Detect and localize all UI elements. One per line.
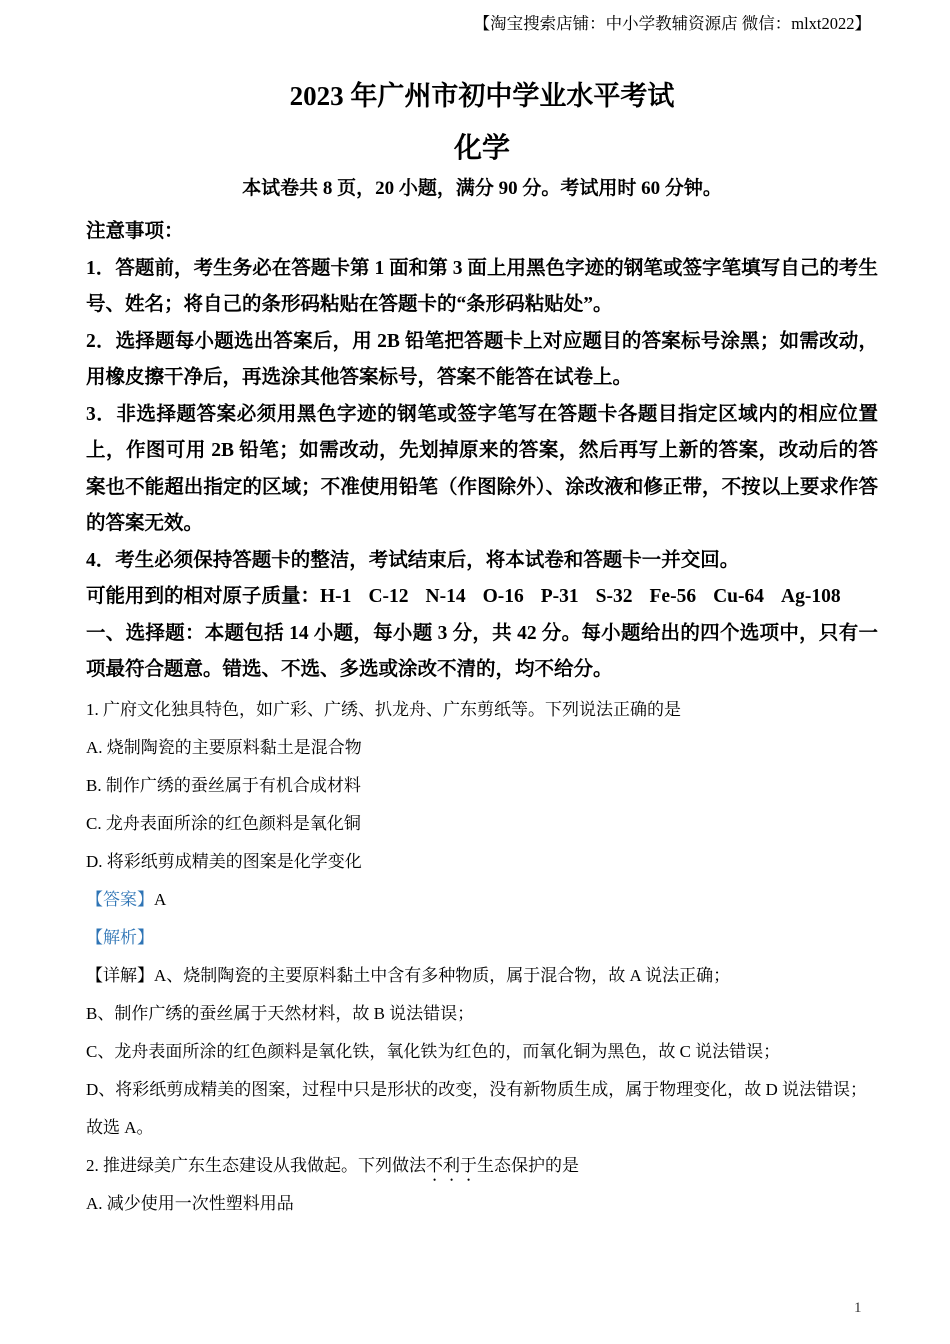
- analysis-label: 【解析】: [86, 927, 154, 947]
- atomic-mass-value: Ag-108: [781, 586, 841, 607]
- notices-heading: 注意事项：: [86, 221, 184, 242]
- emphasized-text: 不利于: [426, 1155, 477, 1175]
- question-2-stem-prefix: 2. 推进绿美广东生态建设从我做起。下列做法: [86, 1155, 426, 1175]
- notice-item-1: 1．答题前，考生务必在答题卡第 1 面和第 3 面上用黑色字迹的钢笔或签字笔填写自己的考生号、姓名；将自己的条形码粘贴在答题卡的“条形码粘贴处”。: [86, 257, 878, 315]
- atomic-mass-value: O-16: [482, 586, 524, 607]
- page-number: 1: [854, 1300, 862, 1316]
- answer-line: [86, 881, 878, 919]
- question-1-stem: 1. 广府文化独具特色，如广彩、广绣、扒龙舟、广东剪纸等。下列说法正确的是: [86, 699, 681, 719]
- notice-item-3: 3．非选择题答案必须用黑色字迹的钢笔或签字笔写在答题卡各题目指定区域内的相应位置上，作图可用 2B 铅笔；如需改动，先划掉原来的答案，然后再写上新的答案，改动后的答案也不能超出指定的区域；不准使用铅笔（作图除外）、涂改液和修正带，不按以上要求作答的答案无效。: [86, 403, 878, 534]
- question-2-option-a: A. 减少使用一次性塑料用品: [86, 1193, 294, 1213]
- atomic-mass-value: H-1: [320, 586, 352, 607]
- atomic-masses-line: [86, 579, 878, 616]
- question-2-stem: [86, 1147, 878, 1185]
- exam-info-line: 本试卷共 8 页，20 小题，满分 90 分。考试用时 60 分钟。: [242, 178, 722, 199]
- notice-item-4: 4．考生必须保持答题卡的整洁，考试结束后，将本试卷和答题卡一并交回。: [86, 549, 740, 571]
- atomic-masses-label: 可能用到的相对原子质量：: [86, 586, 321, 607]
- atomic-mass-value: S-32: [595, 586, 633, 607]
- detail-line-b: B、制作广绣的蚕丝属于天然材料，故 B 说法错误；: [86, 1003, 475, 1023]
- answer-label: 【答案】: [86, 889, 154, 909]
- question-1-option-d: D. 将彩纸剪成精美的图案是化学变化: [86, 851, 362, 871]
- answer-value: A: [154, 889, 167, 909]
- atomic-mass-value: Fe-56: [649, 586, 697, 607]
- store-watermark-note: 【淘宝搜索店铺：中小学教辅资源店 微信：mlxt2022】: [473, 14, 871, 33]
- notice-item-2: 2．选择题每小题选出答案后，用 2B 铅笔把答题卡上对应题目的答案标号涂黑；如需改动，用橡皮擦干净后，再选涂其他答案标号，答案不能答在试卷上。: [86, 330, 878, 388]
- detail-text: A、烧制陶瓷的主要原料黏土中含有多种物质，属于混合物，故 A 说法正确；: [154, 965, 731, 985]
- detail-line-c: C、龙舟表面所涂的红色颜料是氧化铁，氧化铁为红色的，而氧化铜为黑色，故 C 说法错误；: [86, 1041, 781, 1061]
- question-1-option-b: B. 制作广绣的蚕丝属于有机合成材料: [86, 775, 361, 795]
- atomic-mass-value: C-12: [368, 586, 409, 607]
- atomic-mass-value: P-31: [540, 586, 579, 607]
- detail-line-a: [86, 957, 878, 995]
- subject-title: 化学: [453, 133, 510, 164]
- question-2-stem-suffix: 生态保护的是: [477, 1155, 579, 1175]
- analysis-line: [86, 919, 878, 957]
- detail-conclusion: 故选 A。: [86, 1117, 154, 1137]
- question-1-option-a: A. 烧制陶瓷的主要原料黏土是混合物: [86, 737, 362, 757]
- question-1-option-c: C. 龙舟表面所涂的红色颜料是氧化铜: [86, 813, 361, 833]
- questions-area: [86, 691, 878, 1223]
- document-body: [86, 0, 878, 1223]
- section-1-heading: 一、选择题：本题包括 14 小题，每小题 3 分，共 42 分。每小题给出的四个选项中，只有一项最符合题意。错选、不选、多选或涂改不清的，均不给分。: [86, 622, 878, 680]
- detail-line-d: D、将彩纸剪成精美的图案，过程中只是形状的改变，没有新物质生成，属于物理变化，故 D 说法错误；: [86, 1079, 868, 1099]
- exam-title: 2023 年广州市初中学业水平考试: [289, 81, 675, 111]
- detail-label: 【详解】: [86, 965, 154, 985]
- atomic-mass-value: N-14: [425, 586, 466, 607]
- atomic-mass-value: Cu-64: [713, 586, 764, 607]
